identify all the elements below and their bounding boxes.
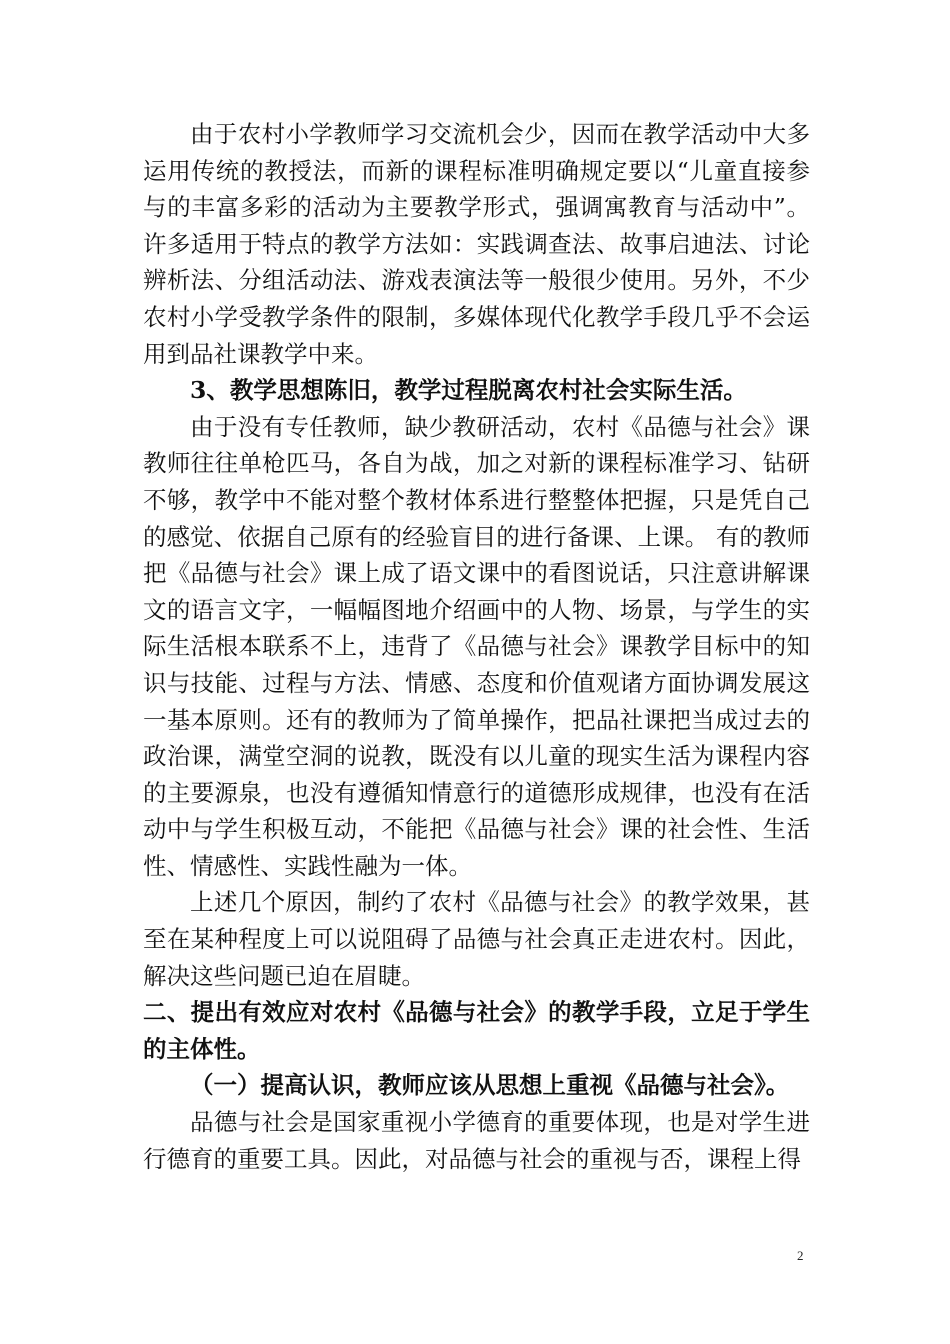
- body-paragraph: 品德与社会是国家重视小学德育的重要体现，也是对学生进行德育的重要工具。因此，对品德与社会的重视与否，课程上得: [143, 1108, 810, 1173]
- section-heading: 3、教学思想陈旧，教学过程脱离农村社会实际生活。: [190, 376, 747, 405]
- subsection-heading: （一）提高认识，教师应该从思想上重视《品德与社会》。: [190, 1071, 790, 1100]
- page-number: 2: [797, 1248, 804, 1263]
- document-body: [143, 116, 810, 1177]
- body-paragraph: 由于没有专任教师，缺少教研活动，农村《品德与社会》课教师往往单枪匹马，各自为战，加之对新的课程标准学习、钻研不够，教学中不能对整个教材体系进行整整体把握，只是凭自己的感觉、依据自己原有的经验盲目的进行备课、上课。 有的教师把《品德与社会》课上成了语文课中的看图说话，只注意讲解课文的语言文字，一幅幅图地介绍画中的人物、场景，与学生的实际生活根本联系不上，违背了《品德与社会》课教学目标中的知识与技能、过程与方法、情感、态度和价值观诸方面协调发展这一基本原则。还有的教师为了简单操作，把品社课把当成过去的政治课，满堂空洞的说教，既没有以儿童的现实生活为课程内容的主要源泉，也没有遵循知情意行的道德形成规律，也没有在活动中与学生积极互动，不能把《品德与社会》课的社会性、生活性、情感性、实践性融为一体。: [143, 412, 810, 880]
- body-paragraph: 上述几个原因，制约了农村《品德与社会》的教学效果，甚至在某种程度上可以说阻碍了品德与社会真正走进农村。因此，解决这些问题已迫在眉睫。: [143, 888, 810, 990]
- body-paragraph: 由于农村小学教师学习交流机会少，因而在教学活动中大多运用传统的教授法，而新的课程标准明确规定要以“儿童直接参与的丰富多彩的活动为主要教学形式，强调寓教育与活动中”。许多适用于特点的教学方法如：实践调查法、故事启迪法、讨论辨析法、分组活动法、游戏表演法等一般很少使用。另外，不少农村小学受教学条件的限制，多媒体现代化教学手段几乎不会运用到品社课教学中来。: [143, 120, 810, 368]
- chapter-heading: 二、提出有效应对农村《品德与社会》的教学手段，立足于学生的主体性。: [143, 998, 810, 1063]
